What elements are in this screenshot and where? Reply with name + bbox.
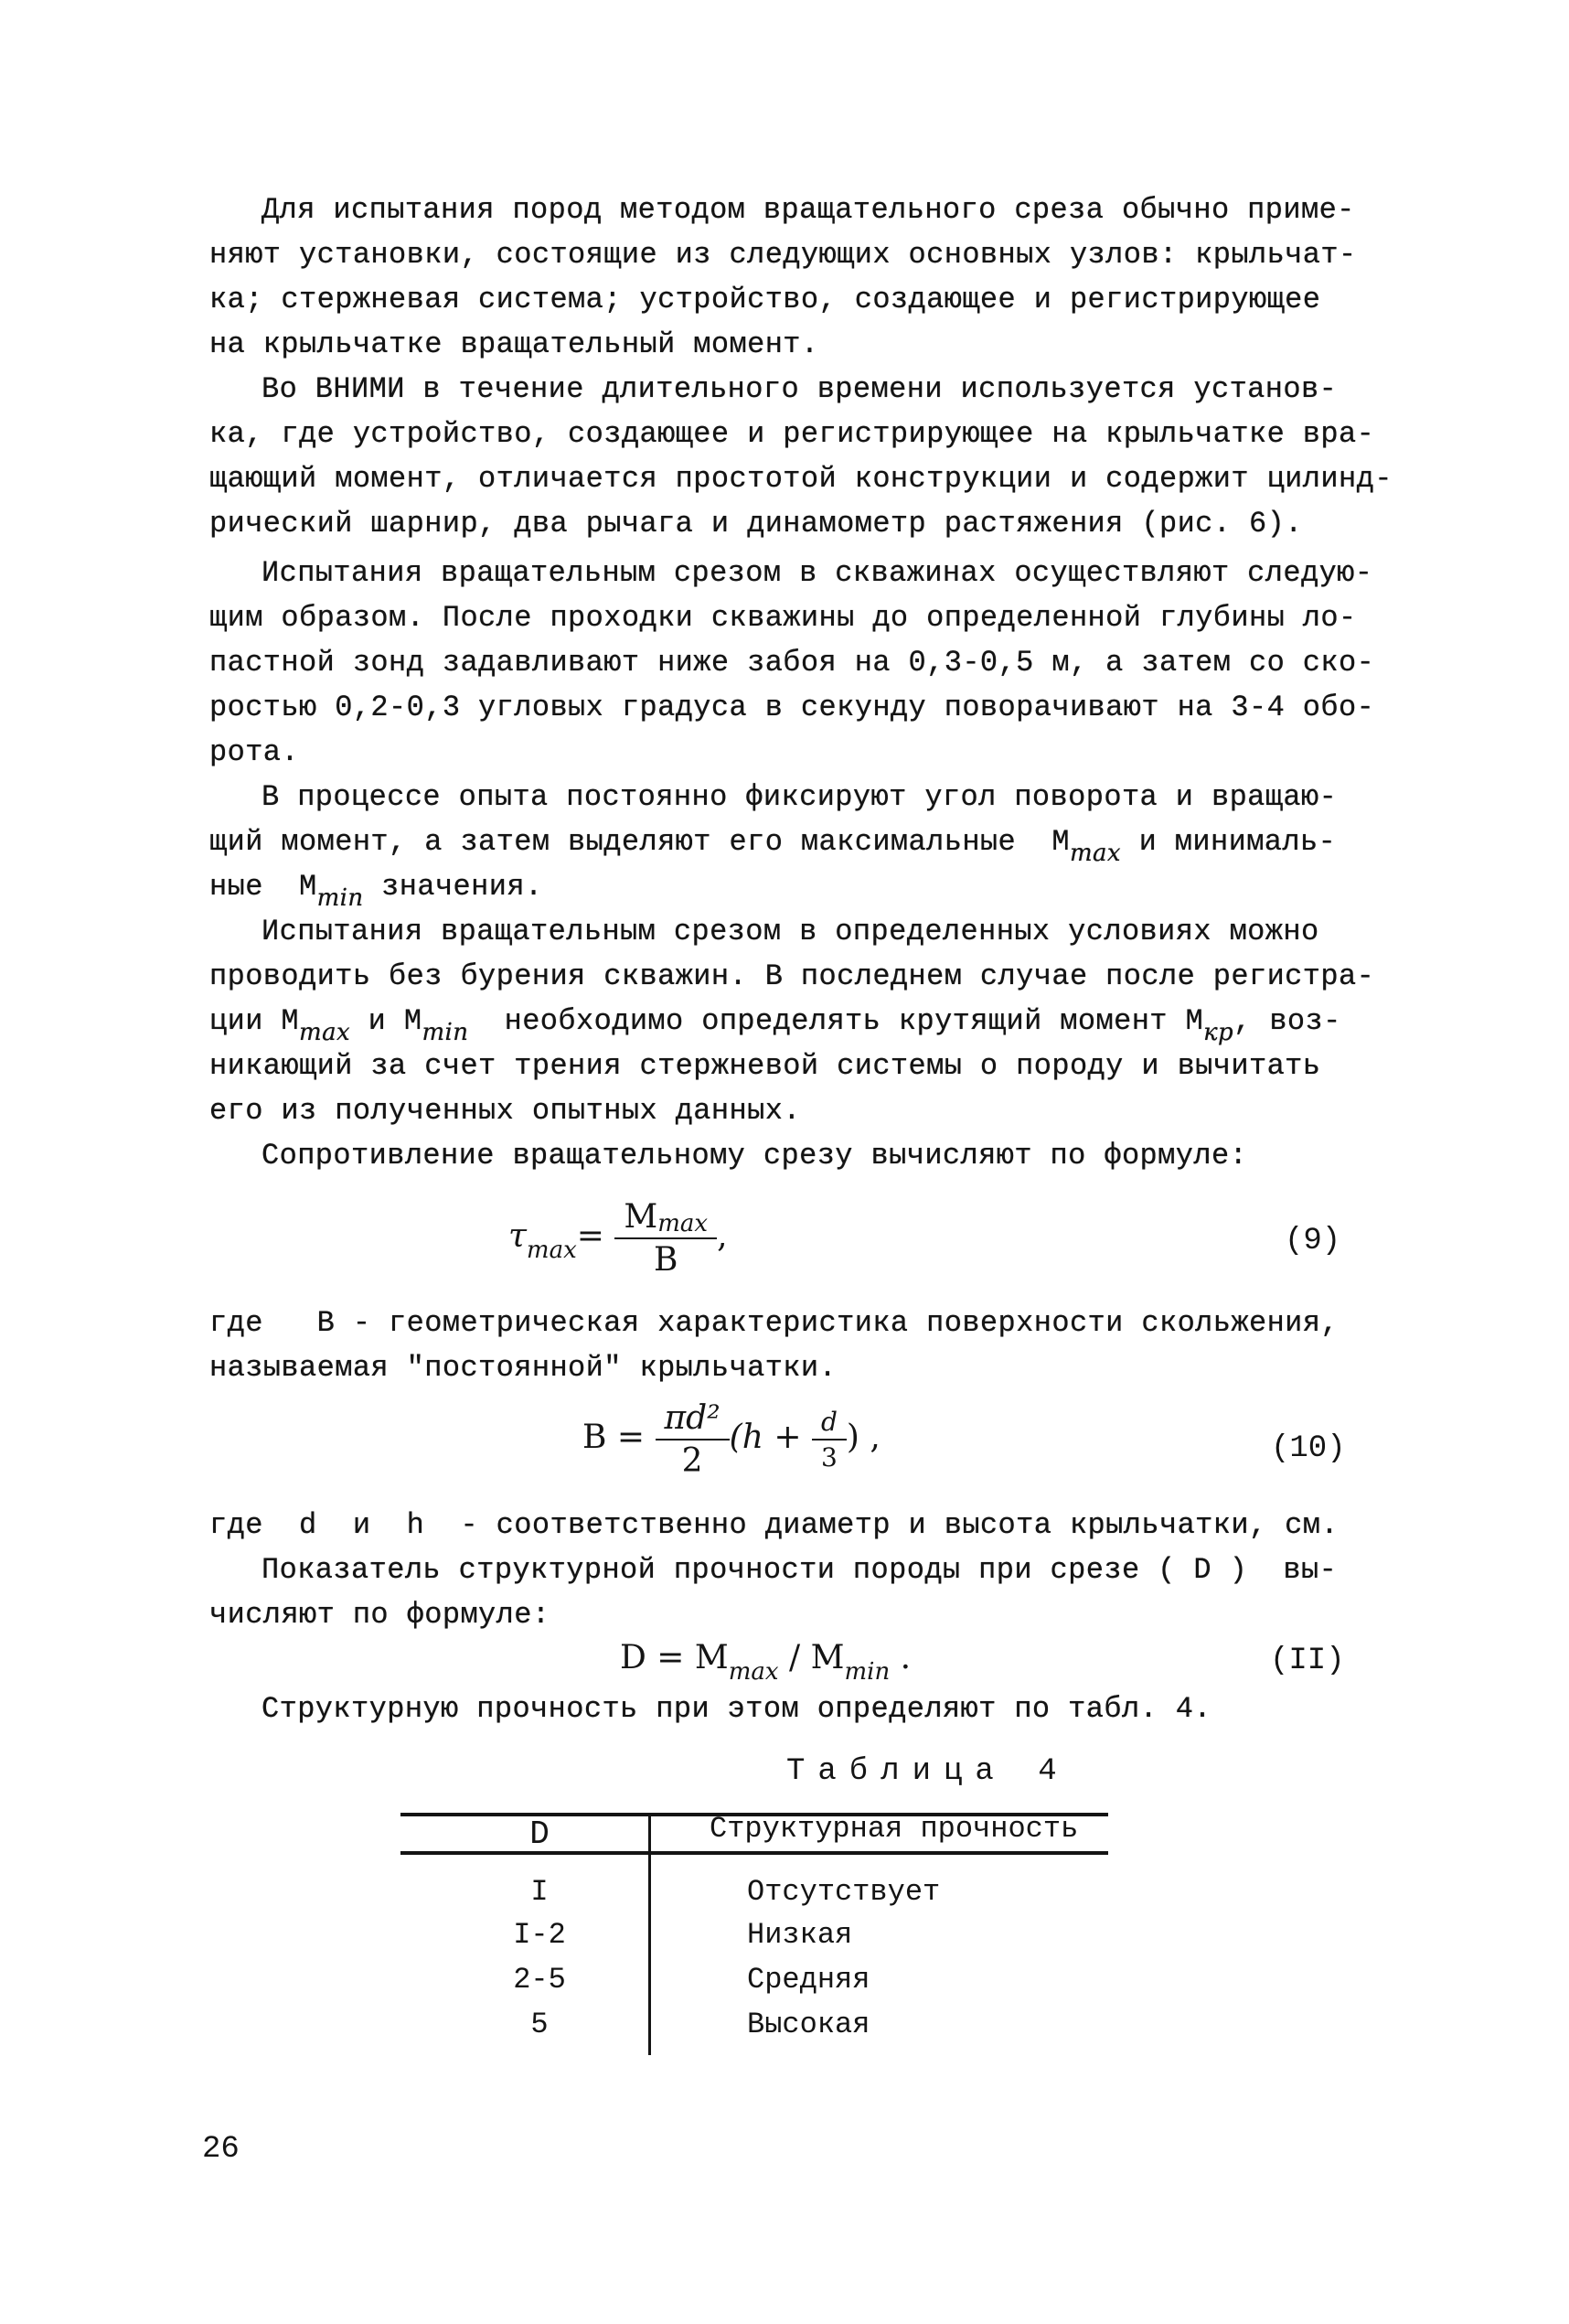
text-line	[209, 322, 1416, 367]
formula-10: B = $\frac{\text{πd²}}{2}$ (h + $\frac{d}{3}$ ) ,	[582, 1399, 881, 1480]
text-run: Во ВНИМИ в течение длительного времени используется установ-	[262, 372, 1338, 406]
table-column-divider	[648, 1813, 651, 2055]
equation-number-11: (II)	[1270, 1644, 1345, 1678]
text-line	[209, 232, 1416, 277]
text-run: необходимо определять крутящий момент M	[468, 1004, 1204, 1038]
page-number: 26	[202, 2132, 240, 2167]
text-line	[209, 551, 1416, 595]
text-line	[209, 412, 1416, 456]
text-run: ростью 0,2-0,3 угловых градуса в секунду поворачивают на 3-4 обо-	[209, 691, 1375, 724]
text-run: никающий за счет трения стержневой системы о породу и вычитать	[209, 1049, 1321, 1083]
text-run: Структурную прочность при этом определяют по табл. 4.	[262, 1692, 1211, 1726]
paragraph-vnimi-setup	[209, 367, 1416, 546]
table-cell-d: I	[530, 1875, 549, 1909]
table-cell-d: 2-5	[513, 1963, 566, 1997]
text-run: рота.	[209, 735, 300, 769]
text-line	[209, 685, 1416, 730]
text-run: Испытания вращательным срезом в скважинах осуществляют следую-	[262, 556, 1373, 590]
formula-9-fraction: $\frac{Mmax}{B}$	[614, 1198, 717, 1279]
text-run: , воз-	[1233, 1004, 1341, 1038]
paragraph-no-drilling	[209, 909, 1416, 1133]
text-run: щий момент, а затем выделяют его максимальные M	[209, 825, 1070, 859]
text-run: Сопротивление вращательному срезу вычисляют по формуле:	[262, 1139, 1248, 1173]
text-line	[209, 595, 1416, 640]
text-run: его из полученных опытных данных.	[209, 1094, 801, 1128]
formula-9: $\tau_{max}=$ $\frac{Mmax}{B}$ ,	[508, 1198, 728, 1279]
text-run: ка, где устройство, создающее и регистрирующее на крыльчатке вра-	[209, 417, 1375, 451]
subscript: max	[299, 1019, 351, 1046]
text-line	[209, 730, 1416, 775]
equation-number-9: (9)	[1285, 1224, 1341, 1258]
subscript: max	[1069, 840, 1121, 867]
text-run: Для испытания пород методом вращательного среза обычно приме-	[262, 193, 1355, 227]
formula-10-fraction: $\frac{\text{πd²}}{2}$	[656, 1399, 730, 1480]
text-run: числяют по формуле:	[209, 1598, 550, 1632]
formula-11: $D = M_{max} / M_{min}$ .	[620, 1639, 912, 1686]
text-line	[209, 367, 1416, 412]
paragraph-equipment	[209, 187, 1416, 367]
subscript: кр	[1203, 1019, 1234, 1046]
text-run: где d и h - соответственно диаметр и высота крыльчатки, см.	[209, 1508, 1339, 1542]
text-line	[209, 1301, 1416, 1345]
text-line	[209, 909, 1416, 954]
paragraph-strength-index	[209, 1548, 1416, 1637]
text-line	[209, 456, 1416, 501]
text-run: называемая "постоянной" крыльчатки.	[209, 1351, 838, 1385]
text-run: и M	[350, 1004, 422, 1038]
table-cell-strength: Отсутствует	[747, 1875, 941, 1909]
text-run: няют установки, состоящие из следующих основных узлов: крыльчат-	[209, 238, 1357, 272]
text-line	[209, 999, 1416, 1044]
text-line	[209, 1687, 1416, 1731]
text-line	[209, 277, 1416, 322]
text-run: щающий момент, отличается простотой конструкции и содержит цилинд-	[209, 462, 1393, 496]
table-cell-d: I-2	[513, 1918, 566, 1952]
subscript: min	[422, 1019, 469, 1046]
text-line	[209, 1044, 1416, 1088]
text-line	[209, 1503, 1416, 1548]
text-line	[209, 1548, 1416, 1592]
table-cell-d: 5	[530, 2008, 549, 2041]
text-line	[209, 640, 1416, 685]
subscript: min	[316, 884, 364, 912]
text-run: ка; стержневая система; устройство, создающее и регистрирующее	[209, 283, 1321, 316]
equation-number-10: (10)	[1271, 1431, 1346, 1466]
text-line	[209, 819, 1416, 867]
table-header-d: D	[529, 1815, 550, 1853]
text-run: где B - геометрическая характеристика поверхности скольжения,	[209, 1306, 1339, 1340]
text-run: Испытания вращательным срезом в определенных условиях можно	[262, 915, 1319, 948]
paragraph-borehole-testing	[209, 551, 1416, 775]
text-line	[209, 1345, 1416, 1390]
text-run: щим образом. После проходки скважины до определенной глубины ло-	[209, 601, 1357, 635]
table-header-strength: Структурная прочность	[710, 1812, 1079, 1846]
formula-9-lhs: τ	[508, 1217, 527, 1255]
text-line	[209, 864, 1416, 912]
text-line	[209, 187, 1416, 232]
formula-10-inner-fraction: $\frac{d}{3}$	[812, 1407, 847, 1473]
paragraph-recording	[209, 775, 1416, 912]
text-run: В процессе опыта постоянно фиксируют угол поворота и вращаю-	[262, 780, 1338, 814]
text-line	[209, 954, 1416, 999]
text-line	[209, 1592, 1416, 1637]
text-line	[209, 775, 1416, 819]
text-run: ные M	[209, 870, 317, 904]
text-run: рический шарнир, два рычага и динамометр растяжения (рис. 6).	[209, 507, 1303, 541]
text-run: на крыльчатке вращательный момент.	[209, 327, 819, 361]
text-run: Показатель структурной прочности породы при срезе ( D ) вы-	[262, 1553, 1338, 1587]
table-caption: Таблица 4	[786, 1754, 1070, 1789]
table-cell-strength: Высокая	[747, 2008, 870, 2041]
paragraph-formula-intro	[209, 1133, 1416, 1178]
table-cell-strength: Средняя	[747, 1963, 870, 1997]
paragraph-b-definition	[209, 1301, 1416, 1390]
table-cell-strength: Низкая	[747, 1918, 853, 1952]
text-run: пастной зонд задавливают ниже забоя на 0,3-0,5 м, а затем со ско-	[209, 646, 1375, 680]
text-line	[209, 1088, 1416, 1133]
text-run: и минималь-	[1120, 825, 1337, 859]
paragraph-table-reference	[209, 1687, 1416, 1731]
text-run: ции M	[209, 1004, 300, 1038]
text-run: проводить без бурения скважин. В последнем случае после регистра-	[209, 959, 1375, 993]
text-run: значения.	[363, 870, 543, 904]
paragraph-d-h-definition	[209, 1503, 1416, 1548]
text-line	[209, 501, 1416, 546]
text-line	[209, 1133, 1416, 1178]
